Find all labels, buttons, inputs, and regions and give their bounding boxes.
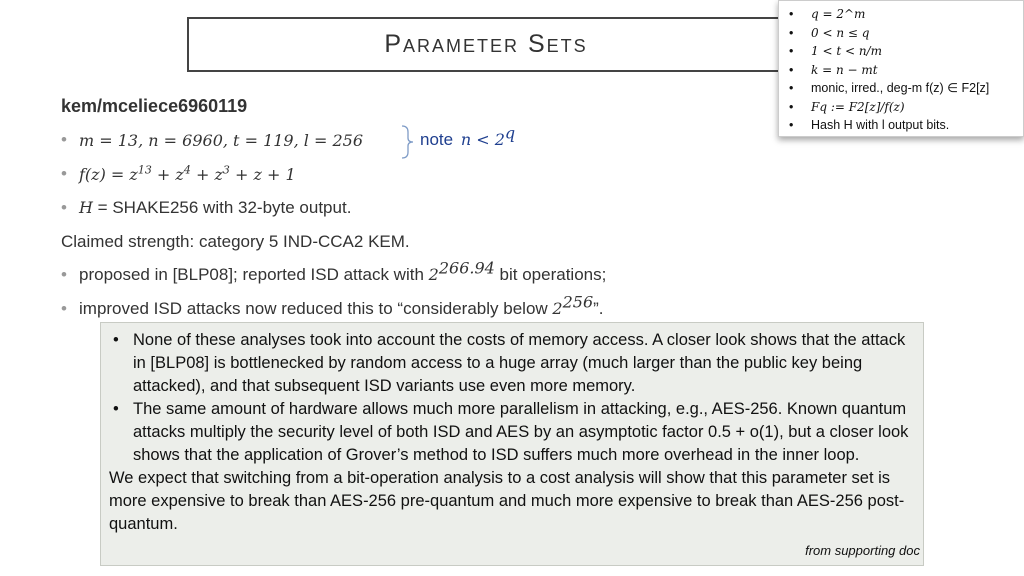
bullet-dot: • (61, 164, 67, 183)
title-box (187, 17, 785, 72)
source-footnote: from supporting doc (805, 543, 920, 558)
bullet-dot: • (61, 198, 67, 217)
definition-hash: • Hash H with l output bits. (789, 116, 1015, 135)
hash-line: H = SHAKE256 with 32-byte output. (79, 198, 352, 217)
definitions-list (789, 5, 1015, 135)
definition-k: • k = n − mt (789, 61, 1015, 80)
definitions-callout (778, 0, 1024, 137)
proposed-line: proposed in [BLP08]; reported ISD attack with $2^{266.94}$ bit operations; (79, 258, 607, 284)
claimed-strength: Claimed strength: category 5 IND-CCA2 KEM. (61, 232, 410, 251)
parameter-values: m = 13, n = 6960, t = 119, l = 256 (79, 131, 364, 150)
definition-q: • q = 2^m (789, 5, 1015, 24)
analysis-box (100, 322, 924, 566)
definition-t: • 1 < t < n/m (789, 42, 1015, 61)
conclusion-text: We expect that switching from a bit-operation analysis to a cost analysis will show that this parameter set is more expensive to break than AES-256 pre-quantum and much more expensive to break than AES-256 post-quantum. (109, 469, 905, 533)
bullet-dot: • (61, 299, 67, 318)
slide-title: Parameter Sets (384, 30, 588, 58)
brace-note: note $n < 2^q$ (420, 123, 516, 149)
improved-line: improved ISD attacks now reduced this to “considerably below $2^{256}$”. (79, 292, 604, 318)
bullet-dot: • (61, 130, 67, 149)
memory-access-bullet: • None of these analyses took into account the costs of memory access. A closer look shows that the attack in [BLP08] is bottlenecked by random access to a huge array (much larger than the public key being attacked), and that subsequent ISD variants use even more memory. (109, 329, 914, 398)
bullet-dot: • (61, 265, 67, 284)
definition-field: • Fq := F2[z]/f(z) (789, 98, 1015, 117)
polynomial-line: $f(z) = z^{13} + z^4 + z^3 + z + 1$ (79, 163, 296, 184)
brace-icon (400, 125, 414, 159)
parameter-set-heading: kem/mceliece6960119 (61, 96, 248, 116)
definition-f: • monic, irred., deg-m f(z) ∈ F2[z] (789, 79, 1015, 98)
parallelism-bullet: • The same amount of hardware allows much more parallelism in attacking, e.g., AES-256. Known quantum attacks multiply the security level of both ISD and AES by an asymptotic factor 0.5 + o(1), but a closer look shows that the application of Grover’s method to ISD suffers much more overhead in the inner loop. (109, 398, 914, 467)
analysis-list (109, 329, 914, 467)
definition-n: • 0 < n ≤ q (789, 24, 1015, 43)
